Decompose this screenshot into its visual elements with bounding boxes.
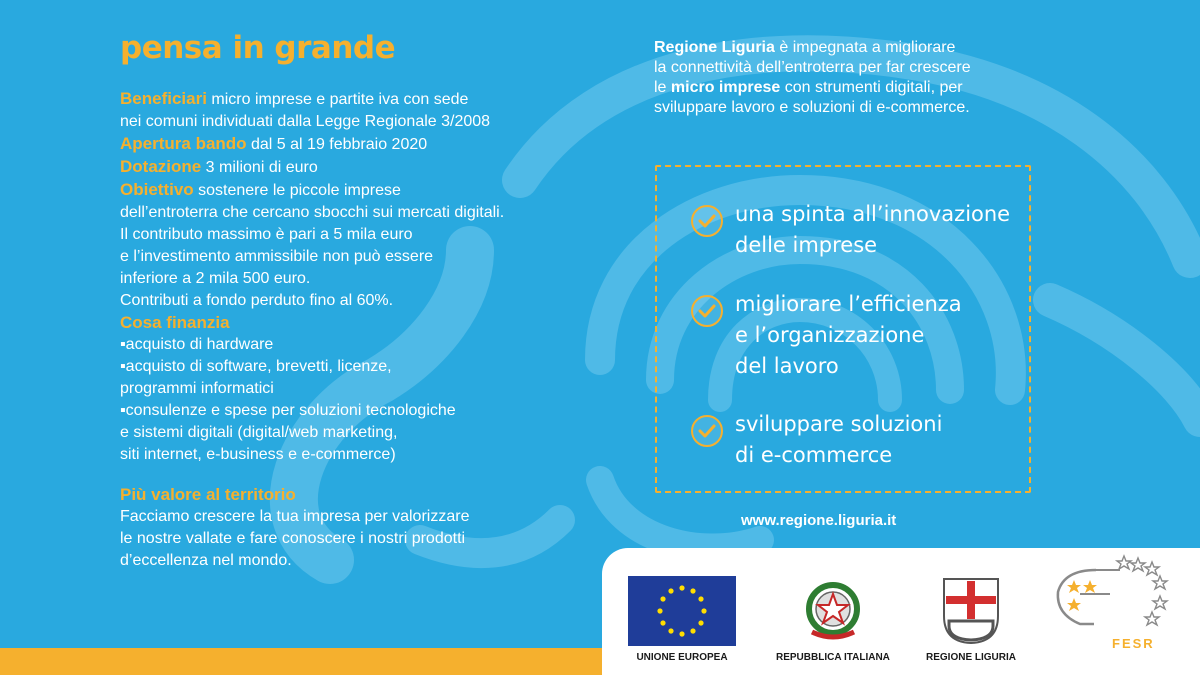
list-item-text: acquisto di hardware xyxy=(125,336,274,353)
apertura-label: Apertura bando xyxy=(120,134,247,153)
check-icon xyxy=(691,205,723,237)
territorio-line: d’eccellenza nel mondo. xyxy=(120,552,292,569)
italy-emblem-icon xyxy=(798,576,868,646)
benefit-line: di e-commerce xyxy=(735,443,893,467)
dotazione-label: Dotazione xyxy=(120,157,202,176)
apertura-block xyxy=(120,133,540,156)
beneficiari-block xyxy=(120,88,540,133)
obiettivo-block xyxy=(120,179,540,312)
fesr-logo-caption: FESR xyxy=(1112,636,1155,651)
regione-liguria-logo xyxy=(926,576,1016,663)
regione-liguria-caption: REGIONE LIGURIA xyxy=(926,652,1017,663)
obiettivo-line: Il contributo massimo è pari a 5 mila euro xyxy=(120,226,413,243)
benefit-text xyxy=(735,199,1025,261)
benefit-item xyxy=(691,409,1025,471)
repubblica-logo-caption: REPUBBLICA ITALIANA xyxy=(776,652,890,663)
list-item xyxy=(120,400,540,466)
dotazione-text: 3 milioni di euro xyxy=(201,159,318,176)
list-item-text: consulenze e spese per soluzioni tecnologiche xyxy=(125,402,456,419)
list-item-text: programmi informatici xyxy=(120,380,274,397)
benefit-line: sviluppare soluzioni xyxy=(735,412,943,436)
benefit-item xyxy=(691,289,1025,382)
intro-line-2: la connettività dell’entroterra per far crescere xyxy=(654,59,971,76)
obiettivo-line: dell’entroterra che cercano sbocchi sui mercati digitali. xyxy=(120,204,505,221)
territorio-line: Facciamo crescere la tua impresa per valorizzare xyxy=(120,508,470,525)
beneficiari-text: micro imprese e partite iva con sede xyxy=(206,91,469,108)
spacer xyxy=(120,466,540,484)
list-item-text: siti internet, e-business e e-commerce) xyxy=(120,446,396,463)
intro-line-4: sviluppare lavoro e soluzioni di e-commerce. xyxy=(654,99,970,116)
left-column xyxy=(120,30,540,572)
list-item xyxy=(120,334,540,356)
obiettivo-text: sostenere le piccole imprese xyxy=(193,182,401,199)
benefit-line: del lavoro xyxy=(735,354,839,378)
intro-pre-3: le xyxy=(654,79,671,96)
check-icon xyxy=(691,415,723,447)
benefit-item xyxy=(691,199,1025,261)
website-link[interactable]: www.regione.liguria.it xyxy=(741,512,897,529)
intro-bold-micro: micro imprese xyxy=(670,79,781,96)
eu-flag-icon xyxy=(628,576,736,646)
list-item xyxy=(120,356,540,400)
benefit-text xyxy=(735,409,1025,471)
obiettivo-line: e l’investimento ammissibile non può essere xyxy=(120,248,434,265)
liguria-shield-icon xyxy=(941,576,1001,646)
territorio-title: Più valore al territorio xyxy=(120,485,296,504)
fesr-logo-icon xyxy=(1050,552,1170,642)
cosa-finanzia-title: Cosa finanzia xyxy=(120,313,230,332)
repubblica-logo xyxy=(776,576,890,663)
obiettivo-label: Obiettivo xyxy=(120,180,194,199)
apertura-text: dal 5 al 19 febbraio 2020 xyxy=(246,136,428,153)
beneficiari-text-2: nei comuni individuati dalla Legge Regionale 3/2008 xyxy=(120,113,491,130)
intro-text xyxy=(654,38,1074,118)
eu-logo xyxy=(628,576,736,663)
territorio-line: le nostre vallate e fare conoscere i nostri prodotti xyxy=(120,530,466,547)
beneficiari-label: Beneficiari xyxy=(120,89,207,108)
intro-line-1: è impegnata a migliorare xyxy=(774,39,956,56)
list-item-text: e sistemi digitali (digital/web marketing, xyxy=(120,424,398,441)
check-icon xyxy=(691,295,723,327)
obiettivo-line: inferiore a 2 mila 500 euro. xyxy=(120,270,311,287)
obiettivo-line: Contributi a fondo perduto fino al 60%. xyxy=(120,292,394,309)
benefit-line: e l’organizzazione xyxy=(735,323,925,347)
cosa-finanzia-list xyxy=(120,334,540,466)
benefit-line: delle imprese xyxy=(735,233,878,257)
benefit-line: migliorare l’efficienza xyxy=(735,292,962,316)
benefit-text xyxy=(735,289,1025,382)
intro-bold-regione: Regione Liguria xyxy=(654,39,775,56)
territorio-text xyxy=(120,506,540,572)
headline: pensa in grande xyxy=(120,30,396,66)
eu-logo-caption: UNIONE EUROPEA xyxy=(636,652,728,663)
intro-line-3: con strumenti digitali, per xyxy=(780,79,963,96)
benefit-line: una spinta all’innovazione xyxy=(735,202,1011,226)
benefits-box xyxy=(655,165,1031,493)
list-item-text: acquisto di software, brevetti, licenze, xyxy=(125,358,392,375)
dotazione-block xyxy=(120,156,540,179)
